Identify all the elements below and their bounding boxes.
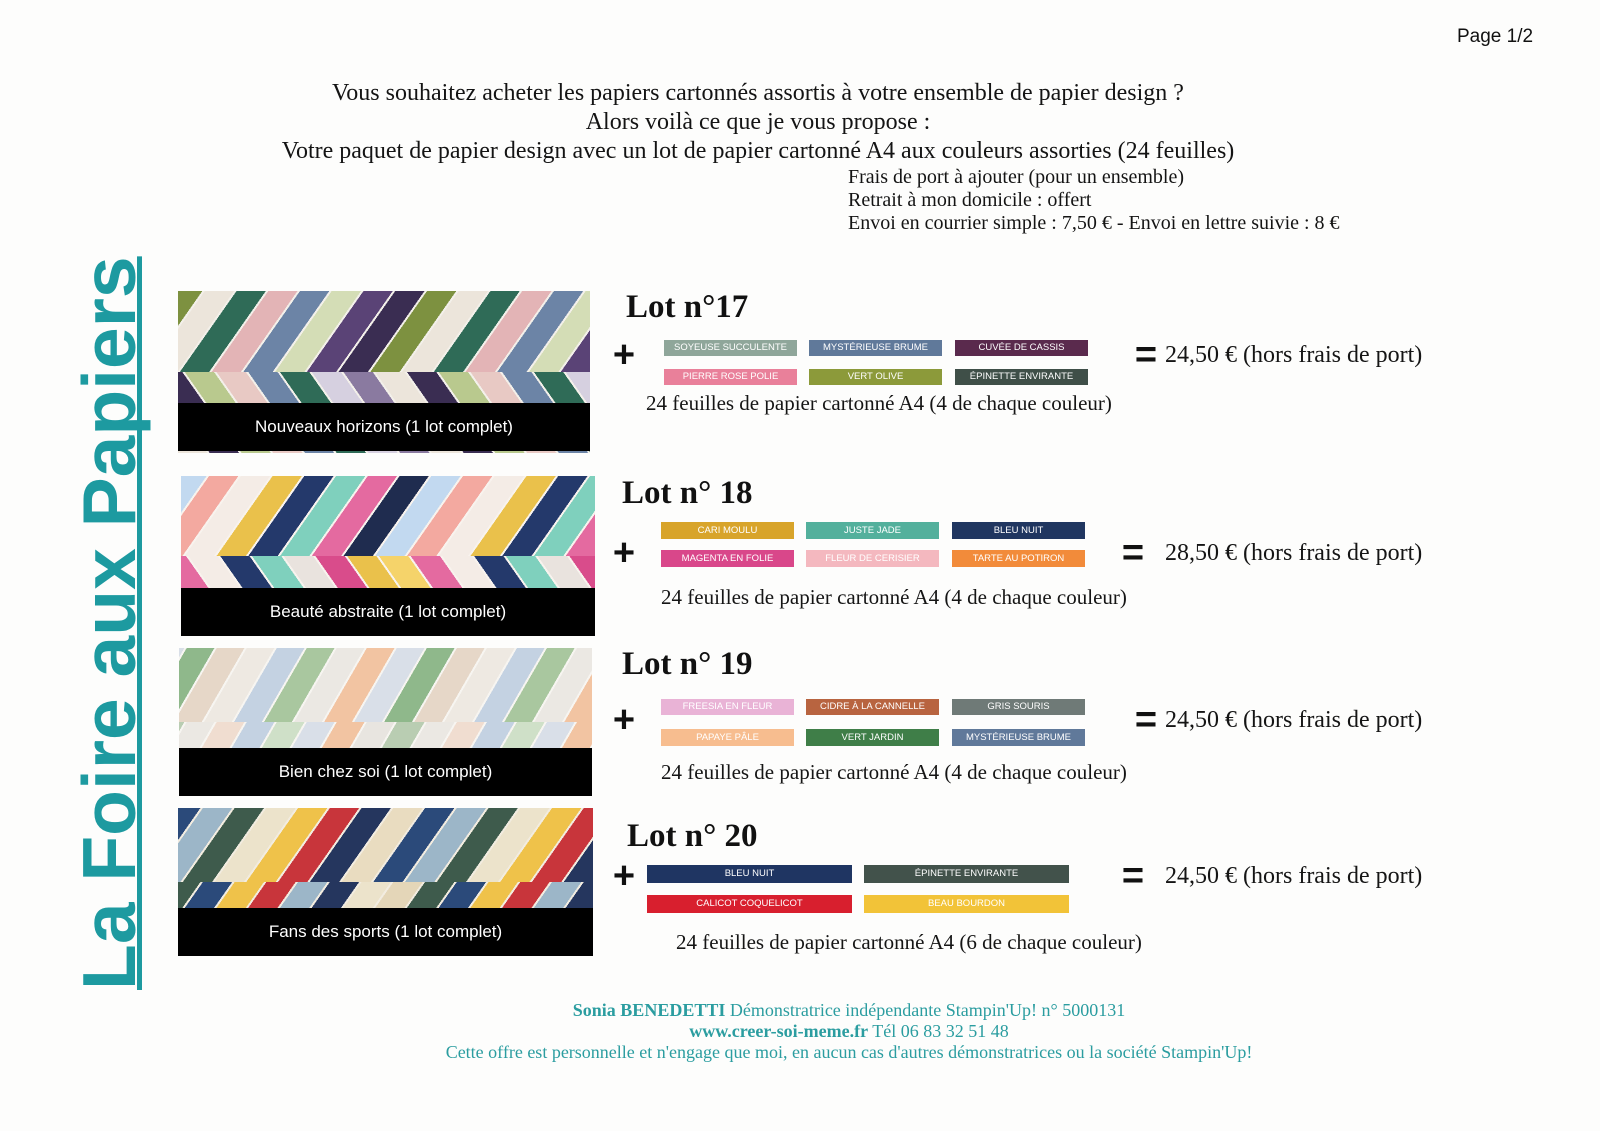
paper-caption: Fans des sports (1 lot complet) [178,908,593,956]
paper-photo-texture [179,648,592,722]
paper-caption: Beauté abstraite (1 lot complet) [181,588,595,636]
intro-text [158,79,1358,166]
side-title: La Foire aux Papiers [67,256,151,990]
plus-sign: + [612,699,636,741]
cardstock-chip: PIERRE ROSE POLIE [664,369,797,385]
cardstock-chip: GRIS SOURIS [952,699,1085,715]
intro-line: Vous souhaitez acheter les papiers cartonnés assortis à votre ensemble de papier design ? [332,80,1184,106]
paper-photo-texture [178,291,590,372]
cardstock-chip: TARTE AU POTIRON [952,550,1085,567]
paper-photo-texture [178,808,593,882]
equals-sign: = [1121,855,1145,897]
lot-price: 24,50 € (hors frais de port) [1165,342,1423,368]
demonstrator-name: Sonia BENEDETTI [572,1000,726,1020]
equals-sign: = [1121,532,1145,574]
cardstock-chip: CALICOT COQUELICOT [647,895,852,913]
shipping-line: Envoi en courrier simple : 7,50 € - Envoi en lettre suivie : 8 € [848,212,1340,234]
cardstock-chip: BLEU NUIT [952,522,1085,539]
paper-photo [178,808,593,956]
page-number: Page 1/2 [1457,26,1534,47]
paper-photo [181,476,595,636]
shipping-line: Frais de port à ajouter (pour un ensemble) [848,166,1185,188]
paper-photo [179,648,592,796]
shipping-line: Retrait à mon domicile : offert [848,189,1092,211]
cardstock-chip: ÉPINETTE ENVIRANTE [864,865,1069,883]
plus-sign: + [612,855,636,897]
footer-line [249,1021,1449,1042]
cardstock-chip: MYSTÉRIEUSE BRUME [809,340,942,356]
sheets-description: 24 feuilles de papier cartonné A4 (6 de chaque couleur) [676,930,1142,954]
cardstock-chip: PAPAYE PÂLE [661,729,794,746]
cardstock-chip: CUVÉE DE CASSIS [955,340,1088,356]
lot-price: 24,50 € (hors frais de port) [1165,863,1423,889]
cardstock-chip: CIDRE À LA CANNELLE [806,699,939,715]
cardstock-chip: CARI MOULU [661,522,794,539]
cardstock-chip: VERT OLIVE [809,369,942,385]
footer-line [249,1000,1449,1021]
cardstock-chip: BLEU NUIT [647,865,852,883]
cardstock-chip: VERT JARDIN [806,729,939,746]
equals-sign: = [1134,699,1158,741]
website-link: www.creer-soi-meme.fr [689,1021,869,1041]
lot-price: 28,50 € (hors frais de port) [1165,540,1423,566]
cardstock-chip: SOYEUSE SUCCULENTE [664,340,797,356]
sheets-description: 24 feuilles de papier cartonné A4 (4 de chaque couleur) [661,585,1127,609]
disclaimer: Cette offre est personnelle et n'engage que moi, en aucun cas d'autres démonstratrices ou la société Stampin'Up! [445,1042,1253,1062]
cardstock-chip: FREESIA EN FLEUR [661,699,794,715]
sheets-description: 24 feuilles de papier cartonné A4 (4 de chaque couleur) [646,391,1112,415]
paper-photo [178,291,590,453]
cardstock-chip: FLEUR DE CERISIER [806,550,939,567]
plus-sign: + [612,532,636,574]
paper-caption: Nouveaux horizons (1 lot complet) [178,403,590,451]
cardstock-chip: BEAU BOURDON [864,895,1069,913]
lot-title: Lot n°17 [626,289,749,325]
phone-number: Tél 06 83 32 51 48 [872,1021,1009,1041]
footer [249,1000,1449,1063]
cardstock-chip: ÉPINETTE ENVIRANTE [955,369,1088,385]
cardstock-chip: MAGENTA EN FOLIE [661,550,794,567]
paper-photo-texture [181,476,595,556]
equals-sign: = [1134,334,1158,376]
shipping-info [848,166,1340,235]
cardstock-chip: MYSTÉRIEUSE BRUME [952,729,1085,746]
lot-title: Lot n° 19 [622,646,753,682]
paper-caption: Bien chez soi (1 lot complet) [179,748,592,796]
lot-price: 24,50 € (hors frais de port) [1165,707,1423,733]
demonstrator-title: Démonstratrice indépendante Stampin'Up! n° 5000131 [729,1000,1126,1020]
cardstock-chip: JUSTE JADE [806,522,939,539]
lot-title: Lot n° 20 [627,818,758,854]
intro-line: Votre paquet de papier design avec un lot de papier cartonné A4 aux couleurs assorties (24 feuilles) [281,138,1235,164]
plus-sign: + [612,334,636,376]
lot-title: Lot n° 18 [622,475,753,511]
sheets-description: 24 feuilles de papier cartonné A4 (4 de chaque couleur) [661,760,1127,784]
intro-line: Alors voilà ce que je vous propose : [585,109,931,135]
